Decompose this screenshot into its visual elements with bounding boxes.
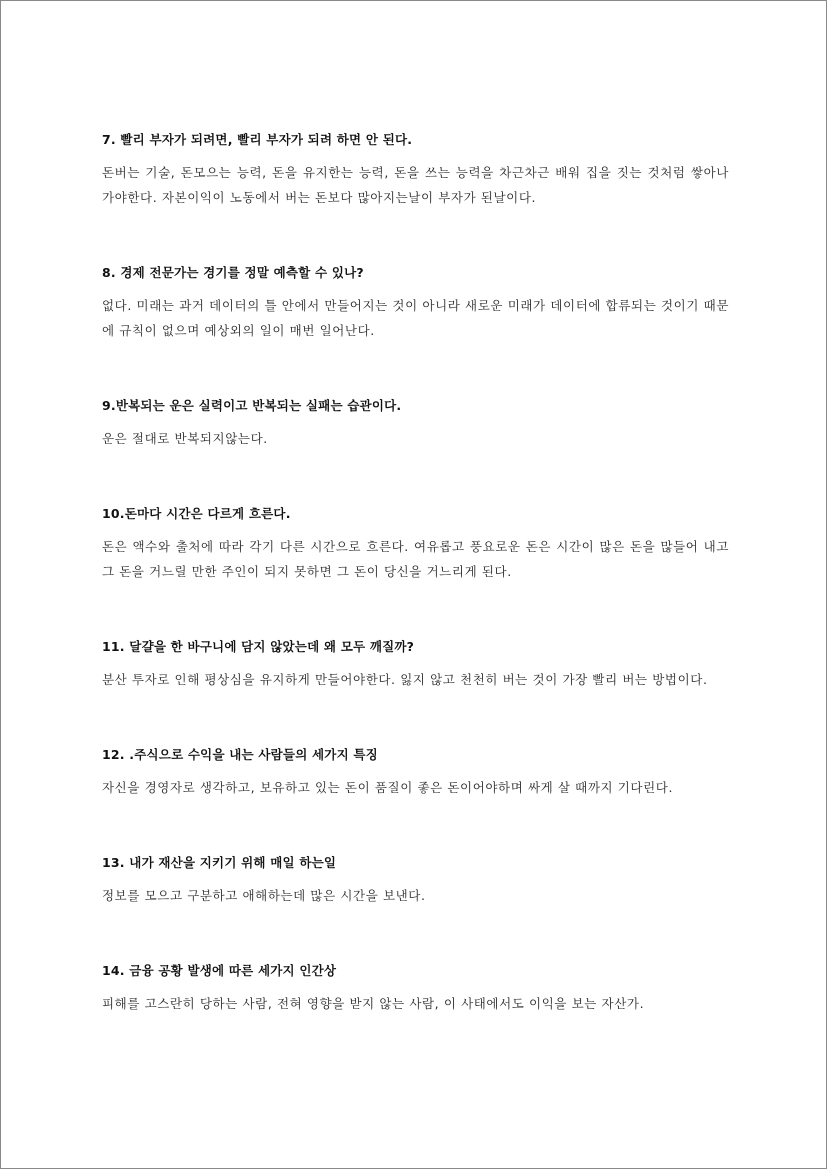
section-10	[102, 506, 729, 584]
section-heading: 14. 금융 공황 발생에 따른 세가지 인간상	[102, 963, 337, 978]
section-13	[102, 855, 729, 908]
section-12	[102, 747, 729, 800]
section-heading: 9.반복되는 운은 실력이고 반복되는 실패는 습관이다.	[102, 398, 402, 413]
section-body: 돈은 액수와 출처에 따라 각기 다른 시간으로 흐른다. 여유롭고 풍요로운 돈은 시간이 많은 돈을 많들어 내고 그 돈을 거느릴 만한 주인이 되지 못하면 그 돈이 당신을 거느리게 된다.	[102, 539, 729, 579]
section-body: 운은 절대로 반복되지않는다.	[102, 431, 268, 446]
section-body: 분산 투자로 인해 평상심을 유지하게 만들어야한다. 잃지 않고 천천히 버는 것이 가장 빨리 버는 방법이다.	[102, 672, 708, 687]
section-8	[102, 265, 729, 343]
section-body: 돈버는 기술, 돈모으는 능력, 돈을 유지한는 능력, 돈을 쓰는 능력을 차근차근 배워 집을 짓는 것처럼 쌓아나가야한다. 자본이익이 노동에서 버는 돈보다 많아지는날이 부자가 된날이다.	[102, 165, 729, 205]
section-body: 피해를 고스란히 당하는 사람, 전혀 영향을 받지 않는 사람, 이 사태에서도 이익을 보는 자산가.	[102, 996, 645, 1011]
section-heading: 13. 내가 재산을 지키기 위해 매일 하는일	[102, 855, 337, 870]
section-heading: 12. .주식으로 수익을 내는 사람들의 세가지 특징	[102, 747, 378, 762]
section-9	[102, 398, 729, 451]
document-content	[102, 132, 729, 1071]
section-heading: 7. 빨리 부자가 되려면, 빨리 부자가 되려 하면 안 된다.	[102, 132, 413, 147]
section-body: 자신을 경영자로 생각하고, 보유하고 있는 돈이 품질이 좋은 돈이어야하며 싸게 살 때까지 기다린다.	[102, 780, 674, 795]
section-body: 없다. 미래는 과거 데이터의 틀 안에서 만들어지는 것이 아니라 새로운 미래가 데이터에 합류되는 것이기 때문에 규칙이 없으며 예상외의 일이 매번 일어난다.	[102, 298, 729, 338]
section-body: 정보를 모으고 구분하고 애해하는데 많은 시간을 보낸다.	[102, 888, 426, 903]
section-heading: 8. 경제 전문가는 경기를 정말 예측할 수 있나?	[102, 265, 364, 280]
section-heading: 10.돈마다 시간은 다르게 흐른다.	[102, 506, 291, 521]
section-11	[102, 639, 729, 692]
section-14	[102, 963, 729, 1016]
section-7	[102, 132, 729, 210]
section-heading: 11. 달걀을 한 바구니에 담지 않았는데 왜 모두 깨질까?	[102, 639, 415, 654]
